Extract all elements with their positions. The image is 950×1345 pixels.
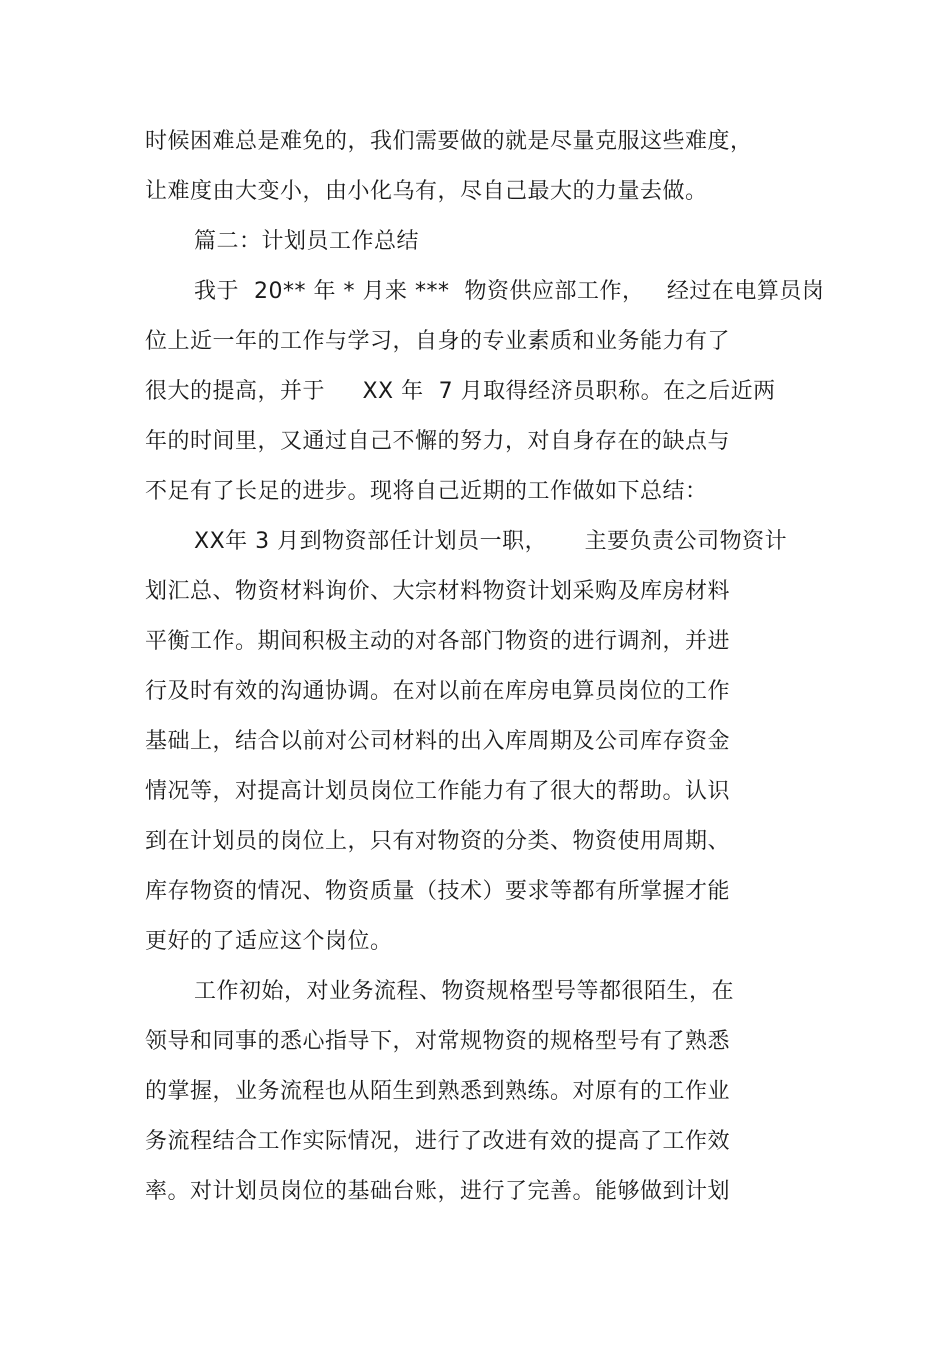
paragraph-first-line: 我于 20** 年 * 月来 *** 物资供应部工作， 经过在电算员岗 (194, 279, 825, 304)
section-heading: 篇二：计划员工作总结 (194, 229, 420, 254)
text-line: 位上近一年的工作与学习，自身的专业素质和业务能力有了 (145, 329, 731, 354)
text-line: 务流程结合工作实际情况，进行了改进有效的提高了工作效 (145, 1129, 731, 1154)
text-line: 到在计划员的岗位上，只有对物资的分类、物资使用周期、 (145, 829, 731, 854)
text-line: 让难度由大变小，由小化乌有，尽自己最大的力量去做。 (145, 179, 708, 204)
text-line: 时候困难总是难免的，我们需要做的就是尽量克服这些难度， (145, 129, 753, 154)
text-line: 库存物资的情况、物资质量（技术）要求等都有所掌握才能 (145, 879, 731, 904)
text-line: 划汇总、物资材料询价、大宗材料物资计划采购及库房材料 (145, 579, 731, 604)
text-line: 领导和同事的悉心指导下，对常规物资的规格型号有了熟悉 (145, 1029, 731, 1054)
text-line: 情况等，对提高计划员岗位工作能力有了很大的帮助。认识 (145, 779, 731, 804)
text-line: 平衡工作。期间积极主动的对各部门物资的进行调剂，并进 (145, 629, 731, 654)
text-line: 不足有了长足的进步。现将自己近期的工作做如下总结： (145, 479, 708, 504)
text-line: 行及时有效的沟通协调。在对以前在库房电算员岗位的工作 (145, 679, 731, 704)
text-line: 基础上，结合以前对公司材料的出入库周期及公司库存资金 (145, 729, 731, 754)
text-line: 的掌握，业务流程也从陌生到熟悉到熟练。对原有的工作业 (145, 1079, 731, 1104)
text-line: 很大的提高，并于 XX 年 7 月取得经济员职称。在之后近两 (145, 379, 776, 404)
paragraph-first-line: XX年 3 月到物资部任计划员一职， 主要负责公司物资计 (194, 529, 788, 554)
text-line: 率。对计划员岗位的基础台账，进行了完善。能够做到计划 (145, 1179, 731, 1204)
text-line: 更好的了适应这个岗位。 (145, 929, 393, 954)
text-line: 年的时间里，又通过自己不懈的努力，对自身存在的缺点与 (145, 429, 731, 454)
paragraph-first-line: 工作初始，对业务流程、物资规格型号等都很陌生，在 (194, 979, 735, 1004)
